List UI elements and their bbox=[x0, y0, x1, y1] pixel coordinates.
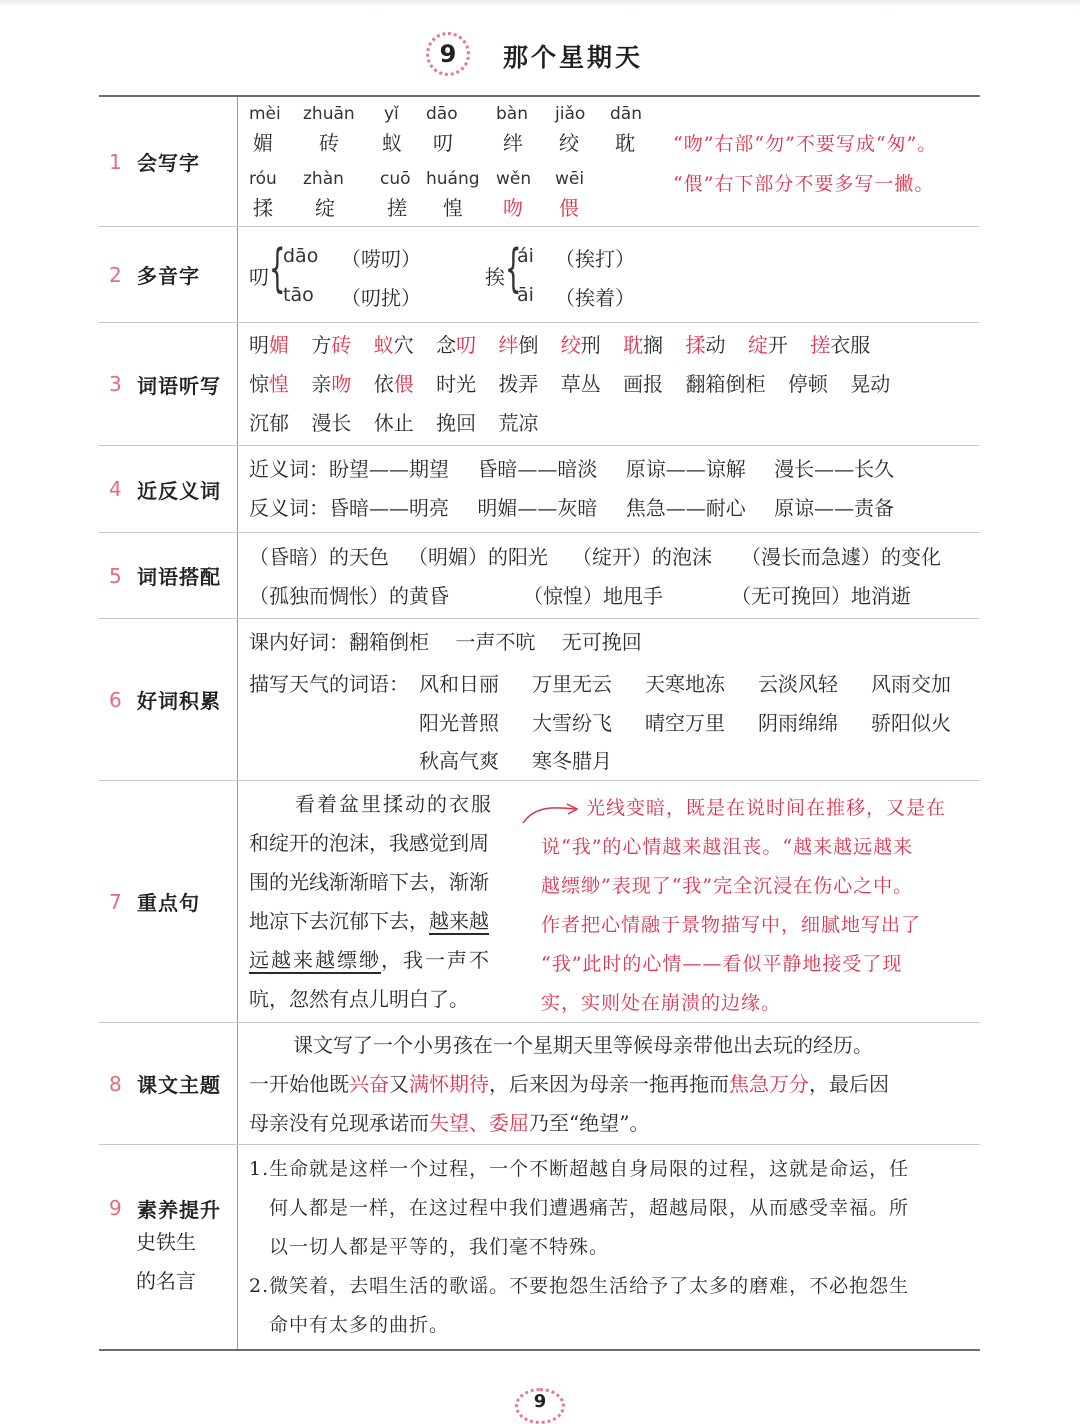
section-subtitle: 史铁生 bbox=[136, 1229, 196, 1254]
section-label bbox=[99, 323, 238, 445]
word-pair: 原谅——责备 bbox=[774, 496, 895, 520]
quote-line: 何人都是一样，在这过程中我们遭遇痛苦，超越局限，从而感受幸福。所 bbox=[269, 1197, 910, 1219]
lesson-number-badge bbox=[426, 32, 470, 76]
dictation-word: 草丛 bbox=[560, 372, 601, 396]
character: 蚁 bbox=[382, 131, 402, 155]
character: 砖 bbox=[319, 131, 339, 155]
section-subtitle: 的名言 bbox=[136, 1268, 196, 1293]
vocab-word: 阴雨绵绵 bbox=[758, 711, 838, 735]
dictation-word: 晃动 bbox=[850, 372, 891, 396]
pinyin: róu bbox=[249, 169, 277, 189]
sentence-line: 围的光线渐渐暗下去，渐渐 bbox=[249, 870, 489, 894]
dictation-word: 停顿 bbox=[787, 372, 828, 396]
section-theme bbox=[99, 1023, 980, 1145]
section-dictation bbox=[99, 323, 980, 446]
word: （挨打） bbox=[555, 247, 635, 271]
section-number: 8 bbox=[109, 1071, 122, 1096]
brace-icon: { bbox=[505, 239, 522, 299]
section-number: 2 bbox=[109, 262, 122, 287]
dictation-word: 绞刑 bbox=[560, 333, 601, 357]
section-name: 多音字 bbox=[137, 264, 200, 288]
vocab-word: 云淡风轻 bbox=[758, 672, 838, 696]
analysis-note: 光线变暗，既是在说时间在推移，又是在 bbox=[586, 797, 947, 819]
polyphonic-content bbox=[249, 227, 980, 322]
vocab-word: 寒冬腊月 bbox=[532, 749, 612, 773]
collocation: （无可挽回）地消逝 bbox=[731, 584, 911, 608]
page-number: 9 bbox=[515, 1388, 565, 1424]
section-number: 7 bbox=[109, 889, 122, 914]
quote-line: 2.微笑着，去唱生活的歌谣。不要抱怨生活给予了太多的磨难，不必抱怨生 bbox=[249, 1275, 910, 1297]
section-label bbox=[99, 533, 238, 618]
arrow-icon bbox=[521, 799, 581, 825]
pinyin: yǐ bbox=[384, 104, 399, 124]
dictation-word: 念叨 bbox=[436, 333, 477, 357]
collocation: （漫长而急遽）的变化 bbox=[741, 545, 941, 569]
section-name: 课文主题 bbox=[137, 1073, 221, 1097]
dictation-line bbox=[249, 365, 890, 403]
character: 绞 bbox=[559, 131, 579, 155]
dictation-word: 画报 bbox=[623, 372, 664, 396]
section-name: 重点句 bbox=[137, 891, 200, 915]
antonym-line bbox=[249, 489, 894, 527]
pinyin: dāo bbox=[426, 104, 458, 124]
key-phrase: 远越来越缥缈 bbox=[249, 948, 381, 972]
vocabulary-content bbox=[249, 619, 980, 780]
pinyin: zhàn bbox=[303, 169, 344, 189]
writing-note: “吻”右部“勿”不要写成“匆”。 bbox=[673, 133, 938, 155]
word: （唠叨） bbox=[341, 247, 421, 271]
collocations-content bbox=[249, 533, 980, 618]
vocab-word: 风雨交加 bbox=[871, 672, 951, 696]
quote-line: 命中有太多的曲折。 bbox=[269, 1314, 450, 1336]
section-number: 5 bbox=[109, 563, 122, 588]
pinyin: zhuān bbox=[303, 104, 355, 124]
dictation-word: 沉郁 bbox=[249, 411, 289, 435]
pinyin: jiǎo bbox=[555, 104, 586, 124]
dictation-word: 揉动 bbox=[685, 333, 726, 357]
dictation-line bbox=[249, 404, 538, 442]
theme-line: 母亲没有兑现承诺而失望、委屈乃至“绝望”。 bbox=[249, 1111, 650, 1135]
section-name: 会写字 bbox=[137, 151, 200, 175]
synonym-line bbox=[249, 450, 894, 488]
vocab-word: 翻箱倒柜 bbox=[349, 630, 429, 654]
sentence-line: 和绽开的泡沫，我感觉到周 bbox=[249, 831, 489, 855]
vocab-word: 天寒地冻 bbox=[645, 672, 725, 696]
word: （叨扰） bbox=[341, 286, 421, 310]
analysis-note: 越缥缈”表现了“我”完全沉浸在伤心之中。 bbox=[541, 875, 914, 897]
character: 揉 bbox=[253, 196, 273, 220]
character: 叨 bbox=[433, 131, 453, 155]
polyphonic-char: 挨 bbox=[485, 265, 505, 289]
section-number: 1 bbox=[109, 149, 122, 174]
section-synonyms-antonyms bbox=[99, 446, 980, 533]
writing-note: “偎”右下部分不要多写一撇。 bbox=[673, 173, 935, 195]
section-label bbox=[99, 446, 238, 532]
collocation: （绽开）的泡沫 bbox=[572, 545, 712, 569]
dictation-word: 依偎 bbox=[373, 372, 414, 396]
section-number: 6 bbox=[109, 687, 122, 712]
sentence-line: 远越来越缥缈，我一声不 bbox=[249, 948, 491, 972]
pinyin: bàn bbox=[496, 104, 528, 124]
sentence-line: 吭，忽然有点儿明白了。 bbox=[249, 987, 469, 1011]
section-name: 素养提升 bbox=[137, 1197, 221, 1222]
character: 绊 bbox=[503, 131, 523, 155]
dictation-word: 方砖 bbox=[311, 333, 352, 357]
vocab-label: 描写天气的词语： bbox=[249, 672, 409, 696]
quote-line: 以一切人都是平等的，我们毫不特殊。 bbox=[269, 1236, 610, 1258]
dictation-word: 漫长 bbox=[311, 411, 352, 435]
collocation: （明媚）的阳光 bbox=[408, 545, 548, 569]
collocation: （惊惶）地甩手 bbox=[523, 584, 663, 608]
character: 绽 bbox=[315, 196, 335, 220]
section-label bbox=[99, 227, 238, 322]
section-name: 好词积累 bbox=[137, 689, 221, 713]
section-name: 词语听写 bbox=[137, 373, 221, 398]
quotes-content bbox=[249, 1145, 980, 1349]
lesson-header bbox=[0, 30, 1080, 86]
pinyin: mèi bbox=[249, 104, 281, 124]
character: 吻 bbox=[503, 196, 523, 220]
word: （挨着） bbox=[555, 286, 635, 310]
pinyin: āi bbox=[517, 284, 534, 306]
section-polyphonic bbox=[99, 227, 980, 323]
section-write-characters bbox=[99, 97, 980, 227]
dictation-word: 亲吻 bbox=[311, 372, 352, 396]
section-key-sentence bbox=[99, 781, 980, 1023]
antonym-label: 反义词： bbox=[249, 496, 329, 520]
dictation-word: 惊惶 bbox=[249, 372, 289, 396]
section-name: 近反义词 bbox=[137, 478, 221, 503]
character: 耽 bbox=[615, 131, 635, 155]
word-pair: 昏暗——暗淡 bbox=[477, 457, 598, 481]
dictation-word: 拨弄 bbox=[498, 372, 539, 396]
vocab-word: 万里无云 bbox=[532, 672, 612, 696]
polyphonic-char: 叨 bbox=[249, 265, 269, 289]
top-shade bbox=[0, 0, 1080, 6]
collocation: （孤独而惆怅）的黄昏 bbox=[249, 584, 449, 608]
pinyin: wēi bbox=[555, 169, 585, 189]
vocab-word: 阳光普照 bbox=[419, 711, 499, 735]
dictation-word: 翻箱倒柜 bbox=[685, 372, 766, 396]
pinyin: dāo bbox=[283, 245, 319, 267]
word-pair: 盼望——期望 bbox=[329, 457, 449, 481]
vocab-word: 大雪纷飞 bbox=[532, 711, 612, 735]
vocab-word: 秋高气爽 bbox=[419, 749, 499, 773]
sentence-line: 地凉下去沉郁下去，越来越 bbox=[249, 909, 489, 933]
sentence-line: 看着盆里揉动的衣服 bbox=[295, 792, 493, 816]
word-pair: 漫长——长久 bbox=[774, 457, 895, 481]
dictation-word: 耽搁 bbox=[623, 333, 664, 357]
word-pair: 昏暗——明亮 bbox=[329, 496, 449, 520]
character: 偎 bbox=[559, 196, 579, 220]
dictation-word: 荒凉 bbox=[498, 411, 539, 435]
section-quotes bbox=[99, 1145, 980, 1349]
section-label bbox=[99, 97, 238, 226]
vocab-line bbox=[249, 623, 642, 661]
theme-line: 一开始他既兴奋又满怀期待，后来因为母亲一拖再拖而焦急万分，最后因 bbox=[249, 1072, 889, 1096]
character: 惶 bbox=[443, 196, 463, 220]
theme-line: 课文写了一个小男孩在一个星期天里等候母亲带他出去玩的经历。 bbox=[293, 1033, 873, 1057]
section-number: 4 bbox=[109, 477, 122, 501]
pinyin: tāo bbox=[283, 284, 314, 306]
lesson-number: 9 bbox=[439, 40, 457, 68]
section-number: 9 bbox=[109, 1196, 122, 1220]
section-label bbox=[99, 1023, 238, 1144]
word-pair: 原谅——谅解 bbox=[625, 457, 746, 481]
section-vocabulary bbox=[99, 619, 980, 781]
pinyin: cuō bbox=[380, 169, 411, 189]
dictation-line bbox=[249, 326, 870, 364]
theme-content bbox=[249, 1023, 980, 1144]
analysis-note: “我”此时的心情——看似平静地接受了现 bbox=[541, 953, 903, 975]
analysis-note: 实，实则处在崩溃的边缘。 bbox=[541, 992, 782, 1014]
section-collocations bbox=[99, 533, 980, 619]
collocation: （昏暗）的天色 bbox=[249, 545, 389, 569]
vocab-label: 课内好词： bbox=[249, 630, 349, 654]
synonym-label: 近义词： bbox=[249, 457, 329, 481]
key-sentence-content bbox=[249, 781, 980, 1022]
dictation-word: 绽开 bbox=[747, 333, 788, 357]
key-phrase: 越来越 bbox=[429, 909, 489, 933]
analysis-note: 说“我”的心情越来越沮丧。“越来越远越来 bbox=[541, 836, 914, 858]
quote-line: 1.生命就是这样一个过程，一个不断超越自身局限的过程，这就是命运，任 bbox=[249, 1158, 910, 1180]
lesson-title: 那个星期天 bbox=[503, 43, 644, 72]
vocab-word: 骄阳似火 bbox=[871, 711, 951, 735]
dictation-word: 休止 bbox=[373, 411, 414, 435]
pinyin: wěn bbox=[496, 169, 532, 189]
word-pair: 焦急——耐心 bbox=[625, 496, 746, 520]
analysis-note: 作者把心情融于景物描写中，细腻地写出了 bbox=[541, 914, 922, 936]
dictation-word: 明媚 bbox=[249, 333, 289, 357]
synonyms-content bbox=[249, 446, 980, 532]
vocab-word: 一声不吭 bbox=[455, 630, 536, 654]
character: 媚 bbox=[253, 131, 273, 155]
pinyin: dān bbox=[610, 104, 642, 124]
write-characters-content bbox=[249, 97, 980, 226]
dictation-word: 绊倒 bbox=[498, 333, 539, 357]
section-number: 3 bbox=[109, 372, 122, 396]
section-label bbox=[99, 1145, 238, 1349]
character: 搓 bbox=[387, 196, 407, 220]
vocab-word: 风和日丽 bbox=[419, 672, 499, 696]
dictation-word: 搓衣服 bbox=[810, 333, 871, 357]
study-sheet bbox=[99, 95, 980, 1351]
section-label bbox=[99, 619, 238, 780]
vocab-word: 无可挽回 bbox=[561, 630, 642, 654]
dictation-content bbox=[249, 323, 980, 445]
section-label bbox=[99, 781, 238, 1022]
dictation-word: 挽回 bbox=[436, 411, 477, 435]
brace-icon: { bbox=[269, 239, 286, 299]
pinyin: huáng bbox=[426, 169, 480, 189]
pinyin: ái bbox=[517, 245, 534, 267]
dictation-word: 时光 bbox=[436, 372, 477, 396]
vocab-word: 晴空万里 bbox=[645, 711, 725, 735]
dictation-word: 蚁穴 bbox=[373, 333, 414, 357]
section-name: 词语搭配 bbox=[137, 565, 221, 589]
word-pair: 明媚——灰暗 bbox=[477, 496, 598, 520]
